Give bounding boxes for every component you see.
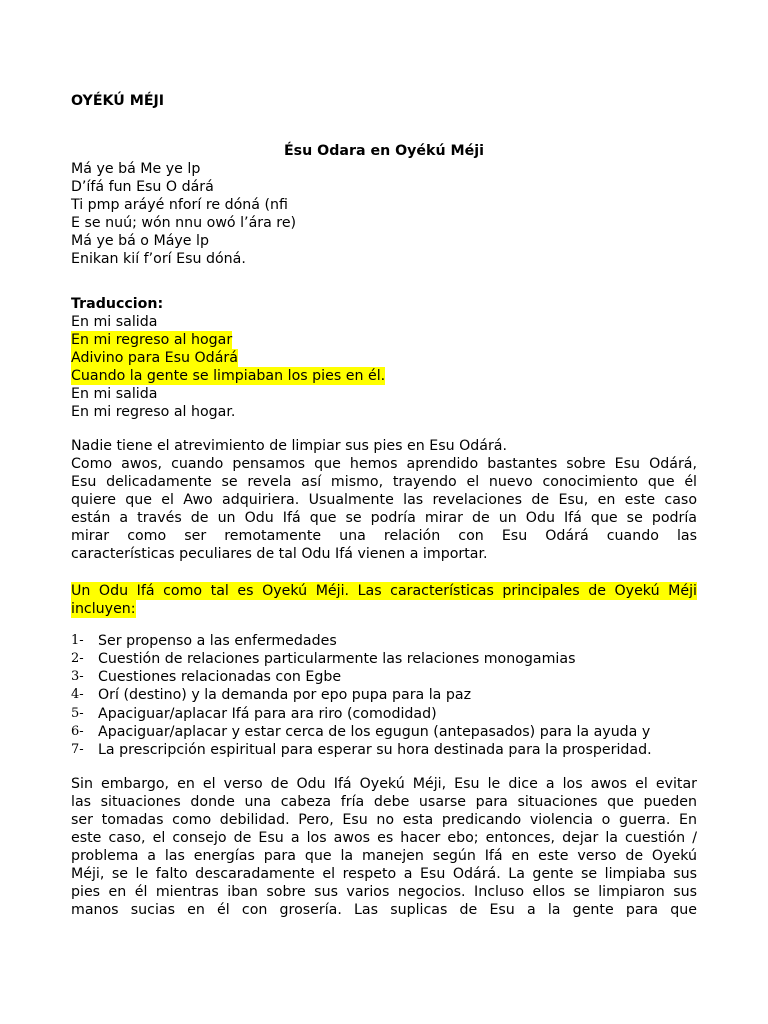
list-number: 3- bbox=[71, 669, 84, 684]
list-number: 5- bbox=[71, 706, 84, 721]
list-item: Orí (destino) y la demanda por epo pupa para la paz bbox=[98, 687, 472, 703]
translation-heading: Traduccion: bbox=[71, 296, 164, 312]
paragraph-line: características peculiares de tal Odu Ifá vienen a importar. bbox=[71, 546, 488, 562]
verse-line: Má ye bá o Máye lp bbox=[71, 233, 209, 249]
list-item: Cuestiones relacionadas con Egbe bbox=[98, 669, 342, 685]
verse-line: E se nuú; wón nnu owó l’ára re) bbox=[71, 215, 297, 231]
paragraph-line: Esu delicadamente se revela así mismo, trayendo el nuevo conocimiento que él bbox=[71, 474, 697, 490]
translation-line-highlighted: En mi regreso al hogar bbox=[71, 332, 233, 348]
paragraph-line: Méji, se le falto descaradamente el respeto a Esu Odárá. La gente se limpiaba sus bbox=[71, 866, 697, 882]
highlighted-paragraph-line: Un Odu Ifá como tal es Oyekú Méji. Las características principales de Oyekú Méji bbox=[71, 583, 697, 599]
paragraph-line: este caso, el consejo de Esu a los awos es hacer ebo; entonces, dejar la cuestión / bbox=[71, 830, 697, 846]
list-item: Apaciguar/aplacar y estar cerca de los egugun (antepasados) para la ayuda y bbox=[98, 724, 651, 740]
paragraph-line: ser tomadas como debilidad. Pero, Esu no esta predicando violencia o guerra. En bbox=[71, 812, 697, 828]
verse-line: Enikan kií f’orí Esu dóná. bbox=[71, 251, 246, 267]
paragraph-line: Sin embargo, en el verso de Odu Ifá Oyekú Méji, Esu le dice a los awos el evitar bbox=[71, 776, 697, 792]
translation-line: En mi salida bbox=[71, 386, 158, 402]
list-item: Cuestión de relaciones particularmente las relaciones monogamias bbox=[98, 651, 576, 667]
verse-line: D’ífá fun Esu O dárá bbox=[71, 179, 214, 195]
list-number: 2- bbox=[71, 651, 84, 666]
paragraph-line: Nadie tiene el atrevimiento de limpiar sus pies en Esu Odárá. bbox=[71, 438, 508, 454]
verse-line: Ti pmp aráyé nforí re dóná (nfi bbox=[71, 197, 288, 213]
paragraph-line: las situaciones donde una cabeza fría debe usarse para situaciones que pueden bbox=[71, 794, 697, 810]
paragraph-line: están a través de un Odu Ifá que se podría mirar de un Odu Ifá que se podría bbox=[71, 510, 697, 526]
paragraph-line: problema a las energías para que la manejen según Ifá en este verso de Oyekú bbox=[71, 848, 697, 864]
list-number: 7- bbox=[71, 742, 84, 757]
paragraph-line: mirar como ser remotamente una relación con Esu Odárá cuando las bbox=[71, 528, 697, 544]
paragraph-line: quiere que el Awo adquiriera. Usualmente las revelaciones de Esu, en este caso bbox=[71, 492, 697, 508]
translation-line-highlighted: Cuando la gente se limpiaban los pies en él. bbox=[71, 368, 386, 384]
list-number: 6- bbox=[71, 724, 84, 739]
list-number: 1- bbox=[71, 633, 84, 648]
list-item: Ser propenso a las enfermedades bbox=[98, 633, 337, 649]
list-item: Apaciguar/aplacar Ifá para ara riro (comodidad) bbox=[98, 706, 437, 722]
list-number: 4- bbox=[71, 687, 84, 702]
paragraph-line: manos sucias en él con grosería. Las suplicas de Esu a la gente para que bbox=[71, 902, 697, 918]
verse-line: Má ye bá Me ye lp bbox=[71, 161, 201, 177]
translation-line: En mi regreso al hogar. bbox=[71, 404, 236, 420]
verse-title: Ésu Odara en Oyékú Méji bbox=[283, 143, 484, 159]
paragraph-line: pies en él mientras iban sobre sus varios negocios. Incluso ellos se limpiaron sus bbox=[71, 884, 697, 900]
paragraph-line: Como awos, cuando pensamos que hemos aprendido bastantes sobre Esu Odárá, bbox=[71, 456, 697, 472]
document-title: OYÉKÚ MÉJI bbox=[71, 93, 165, 109]
translation-line-highlighted: Adivino para Esu Odárá bbox=[71, 350, 238, 366]
highlighted-paragraph-line: incluyen: bbox=[71, 601, 136, 617]
list-item: La prescripción espiritual para esperar su hora destinada para la prosperidad. bbox=[98, 742, 652, 758]
translation-line: En mi salida bbox=[71, 314, 158, 330]
